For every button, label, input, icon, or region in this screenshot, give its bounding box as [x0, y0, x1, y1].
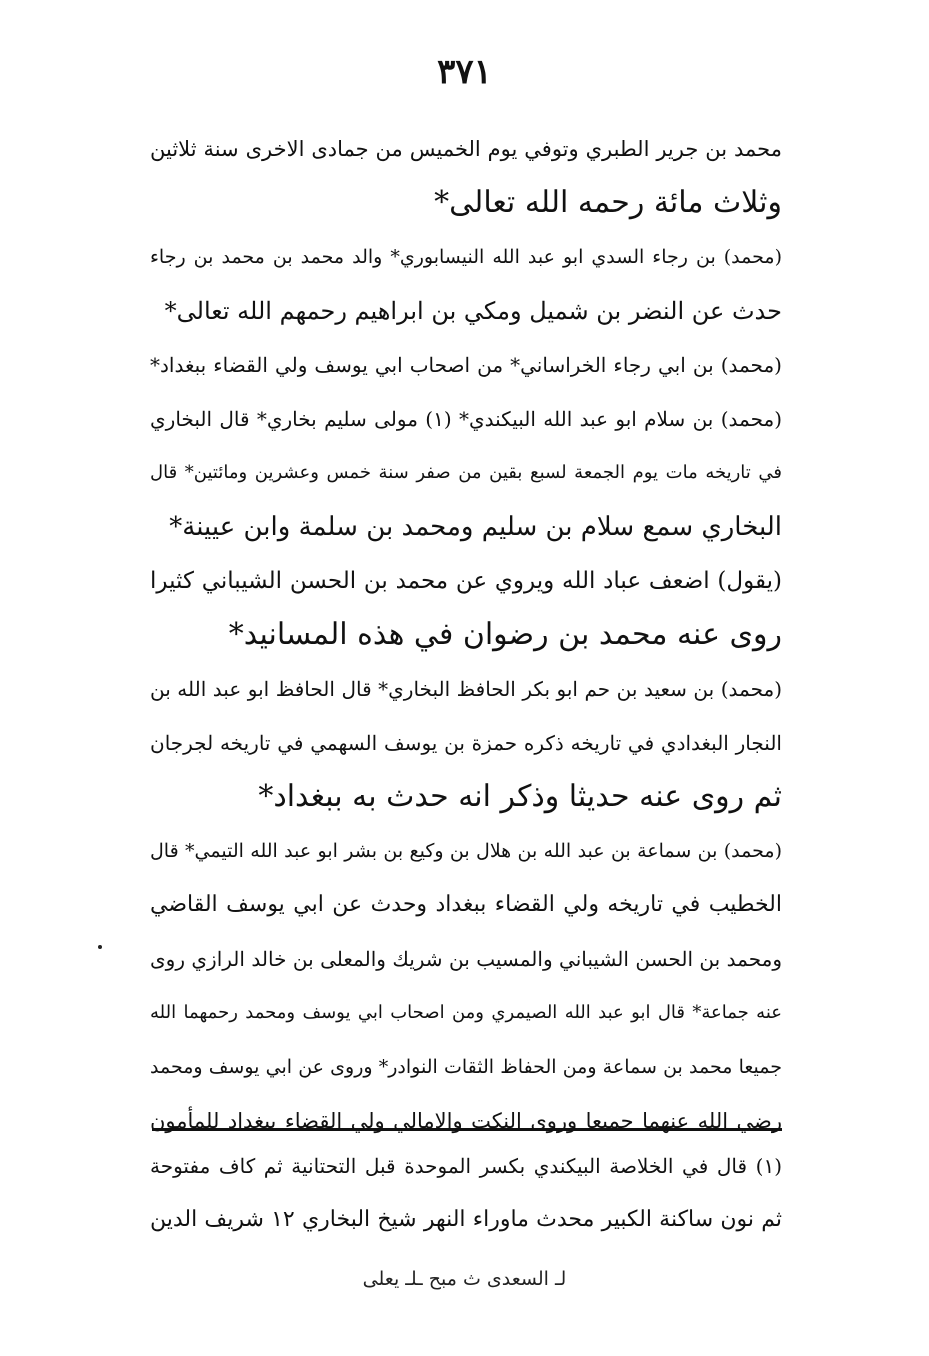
footnote: [150, 1140, 782, 1248]
footnote-divider: [152, 1128, 782, 1131]
text-line: النجار البغدادي في تاريخه ذكره حمزة بن يوسف السهمي في تاريخه لجرجان: [150, 731, 782, 755]
text-line: (يقول) اضعف عباد الله ويروي عن محمد بن الحسن الشيباني كثيرا: [150, 568, 782, 594]
text-line: محمد بن جرير الطبري وتوفي يوم الخميس من جمادى الاخرى سنة ثلاثين: [150, 137, 782, 161]
body-text: [150, 122, 782, 1148]
text-line: رضي الله عنهما جميعا وروى النكت والامالي ولي القضاء ببغداد للمأمون: [150, 1109, 782, 1133]
text-line: ومحمد بن الحسن الشيباني والمسيب بن شريك والمعلى بن خالد الرازي روى: [150, 947, 782, 971]
footnote-line: (١) قال في الخلاصة البيكندي بكسر الموحدة قبل التحتانية ثم كاف مفتوحة: [150, 1154, 782, 1178]
ink-dot: [98, 945, 102, 949]
text-line: ثم روى عنه حديثا وذكر انه حدث به ببغداد*: [258, 779, 782, 814]
text-line: عنه جماعة* قال ابو عبد الله الصيمري ومن اصحاب ابي يوسف ومحمد رحمهما الله: [150, 1002, 782, 1023]
text-line: روى عنه محمد بن رضوان في هذه المسانيد*: [228, 617, 782, 652]
text-line: في تاريخه مات يوم الجمعة لسبع بقين من صفر سنة خمس وعشرين ومائتين* قال: [150, 462, 782, 483]
page-number: ٣٧١: [437, 52, 492, 92]
text-line: وثلاث مائة رحمه الله تعالى*: [434, 185, 782, 220]
text-line: حدث عن النضر بن شميل ومكي بن ابراهيم رحمهم الله تعالى*: [164, 297, 782, 325]
footnote-line: ثم نون ساكنة الكبير محدث ماوراء النهر شيخ البخاري ١٢ شريف الدين: [150, 1207, 782, 1232]
text-line: جميعا محمد بن سماعة ومن الحفاظ الثقات النوادر* وروى عن ابي يوسف ومحمد: [150, 1056, 782, 1078]
text-line: الخطيب في تاريخه ولي القضاء ببغداد وحدث عن ابي يوسف القاضي: [150, 892, 782, 917]
text-line: (محمد) بن سعيد بن حم ابو بكر الحافظ البخاري* قال الحافظ ابو عبد الله بن: [150, 677, 782, 701]
text-line: (محمد) بن رجاء السدي ابو عبد الله النيسابوري* والد محمد بن محمد بن رجاء: [150, 246, 782, 268]
text-line: البخاري سمع سلام بن سليم ومحمد بن سلمة وابن عيينة*: [169, 512, 782, 542]
printer-stamp: لـ السعدى ث مبح ـلـ يعلى: [362, 1268, 567, 1290]
text-line: (محمد) بن سلام ابو عبد الله البيكندي* (١) مولى سليم بخاري* قال البخاري: [150, 407, 782, 431]
text-line: (محمد) بن سماعة بن عبد الله بن هلال بن وكيع بن بشر ابو عبد الله التيمي* قال: [150, 840, 782, 862]
text-line: (محمد) بن ابي رجاء الخراساني* من اصحاب ابي يوسف ولي القضاء ببغداد*: [150, 353, 782, 377]
